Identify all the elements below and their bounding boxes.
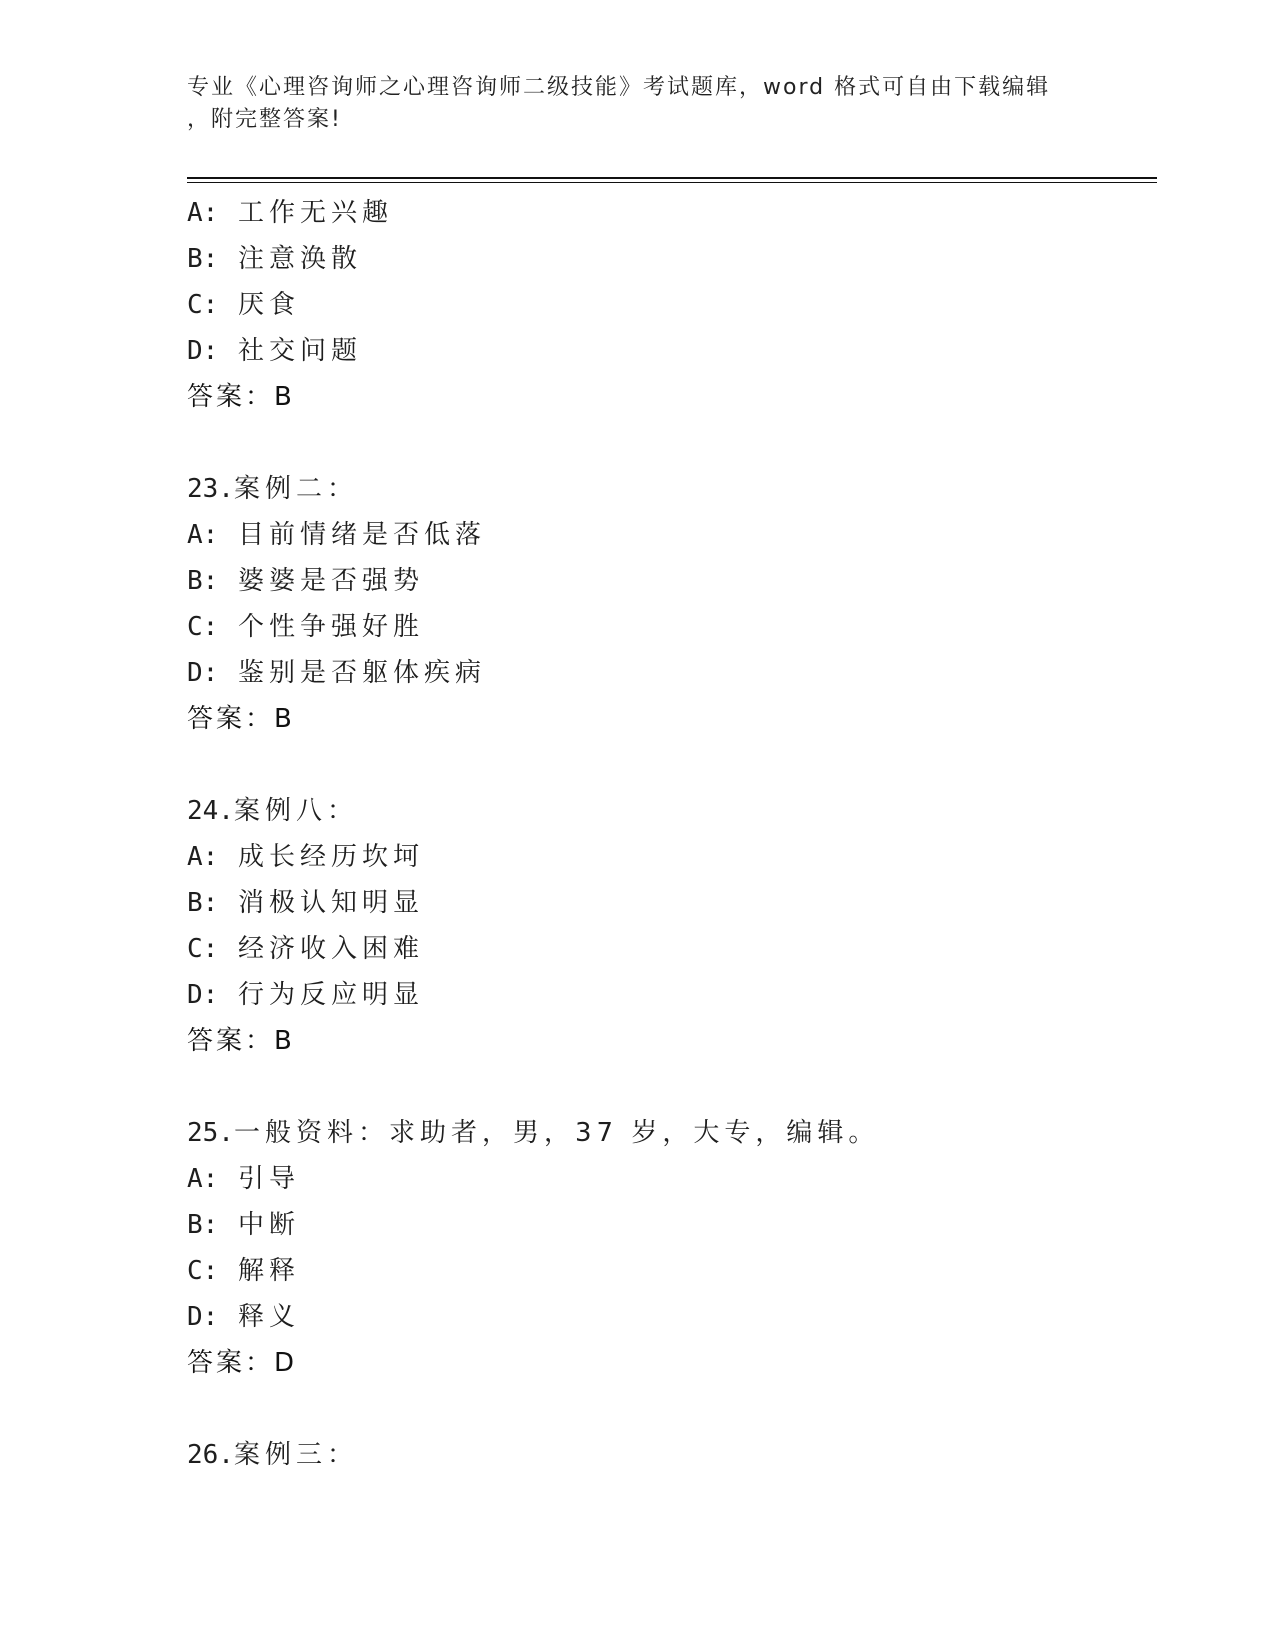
answer-line: 答案：B (187, 704, 295, 734)
option-d: D: 行为反应明显 (187, 980, 424, 1010)
question-title: 26.案例三： (187, 1440, 358, 1470)
spacer (187, 420, 1147, 466)
document-header (187, 72, 1087, 136)
option-d: D: 社交问题 (187, 336, 362, 366)
question-block-26 (187, 1432, 1147, 1478)
option-a: A: 目前情绪是否低落 (187, 520, 486, 550)
spacer (187, 742, 1147, 788)
question-list (187, 190, 1147, 1478)
option-a: A: 引导 (187, 1164, 300, 1194)
option-b: B: 婆婆是否强势 (187, 566, 424, 596)
header-divider-thin (187, 182, 1157, 183)
option-b: B: 消极认知明显 (187, 888, 424, 918)
answer-line: 答案：B (187, 382, 295, 412)
question-block-24 (187, 788, 1147, 1064)
header-line-2: ，附完整答案! (187, 107, 342, 132)
option-c: C: 个性争强好胜 (187, 612, 424, 642)
option-c: C: 经济收入困难 (187, 934, 424, 964)
option-c: C: 解释 (187, 1256, 300, 1286)
question-block-25 (187, 1110, 1147, 1386)
answer-line: 答案：D (187, 1348, 298, 1378)
answer-line: 答案：B (187, 1026, 295, 1056)
option-d: D: 释义 (187, 1302, 300, 1332)
question-title: 25.一般资料：求助者，男，37 岁，大专，编辑。 (187, 1118, 880, 1148)
header-divider-thick (187, 177, 1157, 179)
header-line-1: 专业《心理咨询师之心理咨询师二级技能》考试题库，word 格式可自由下载编辑 (187, 75, 1051, 100)
option-b: B: 中断 (187, 1210, 300, 1240)
spacer (187, 1386, 1147, 1432)
option-b: B: 注意涣散 (187, 244, 362, 274)
option-c: C: 厌食 (187, 290, 300, 320)
question-block-22 (187, 190, 1147, 420)
option-a: A: 工作无兴趣 (187, 198, 393, 228)
question-title: 23.案例二： (187, 474, 358, 504)
question-block-23 (187, 466, 1147, 742)
question-title: 24.案例八： (187, 796, 358, 826)
option-d: D: 鉴别是否躯体疾病 (187, 658, 486, 688)
option-a: A: 成长经历坎坷 (187, 842, 424, 872)
spacer (187, 1064, 1147, 1110)
